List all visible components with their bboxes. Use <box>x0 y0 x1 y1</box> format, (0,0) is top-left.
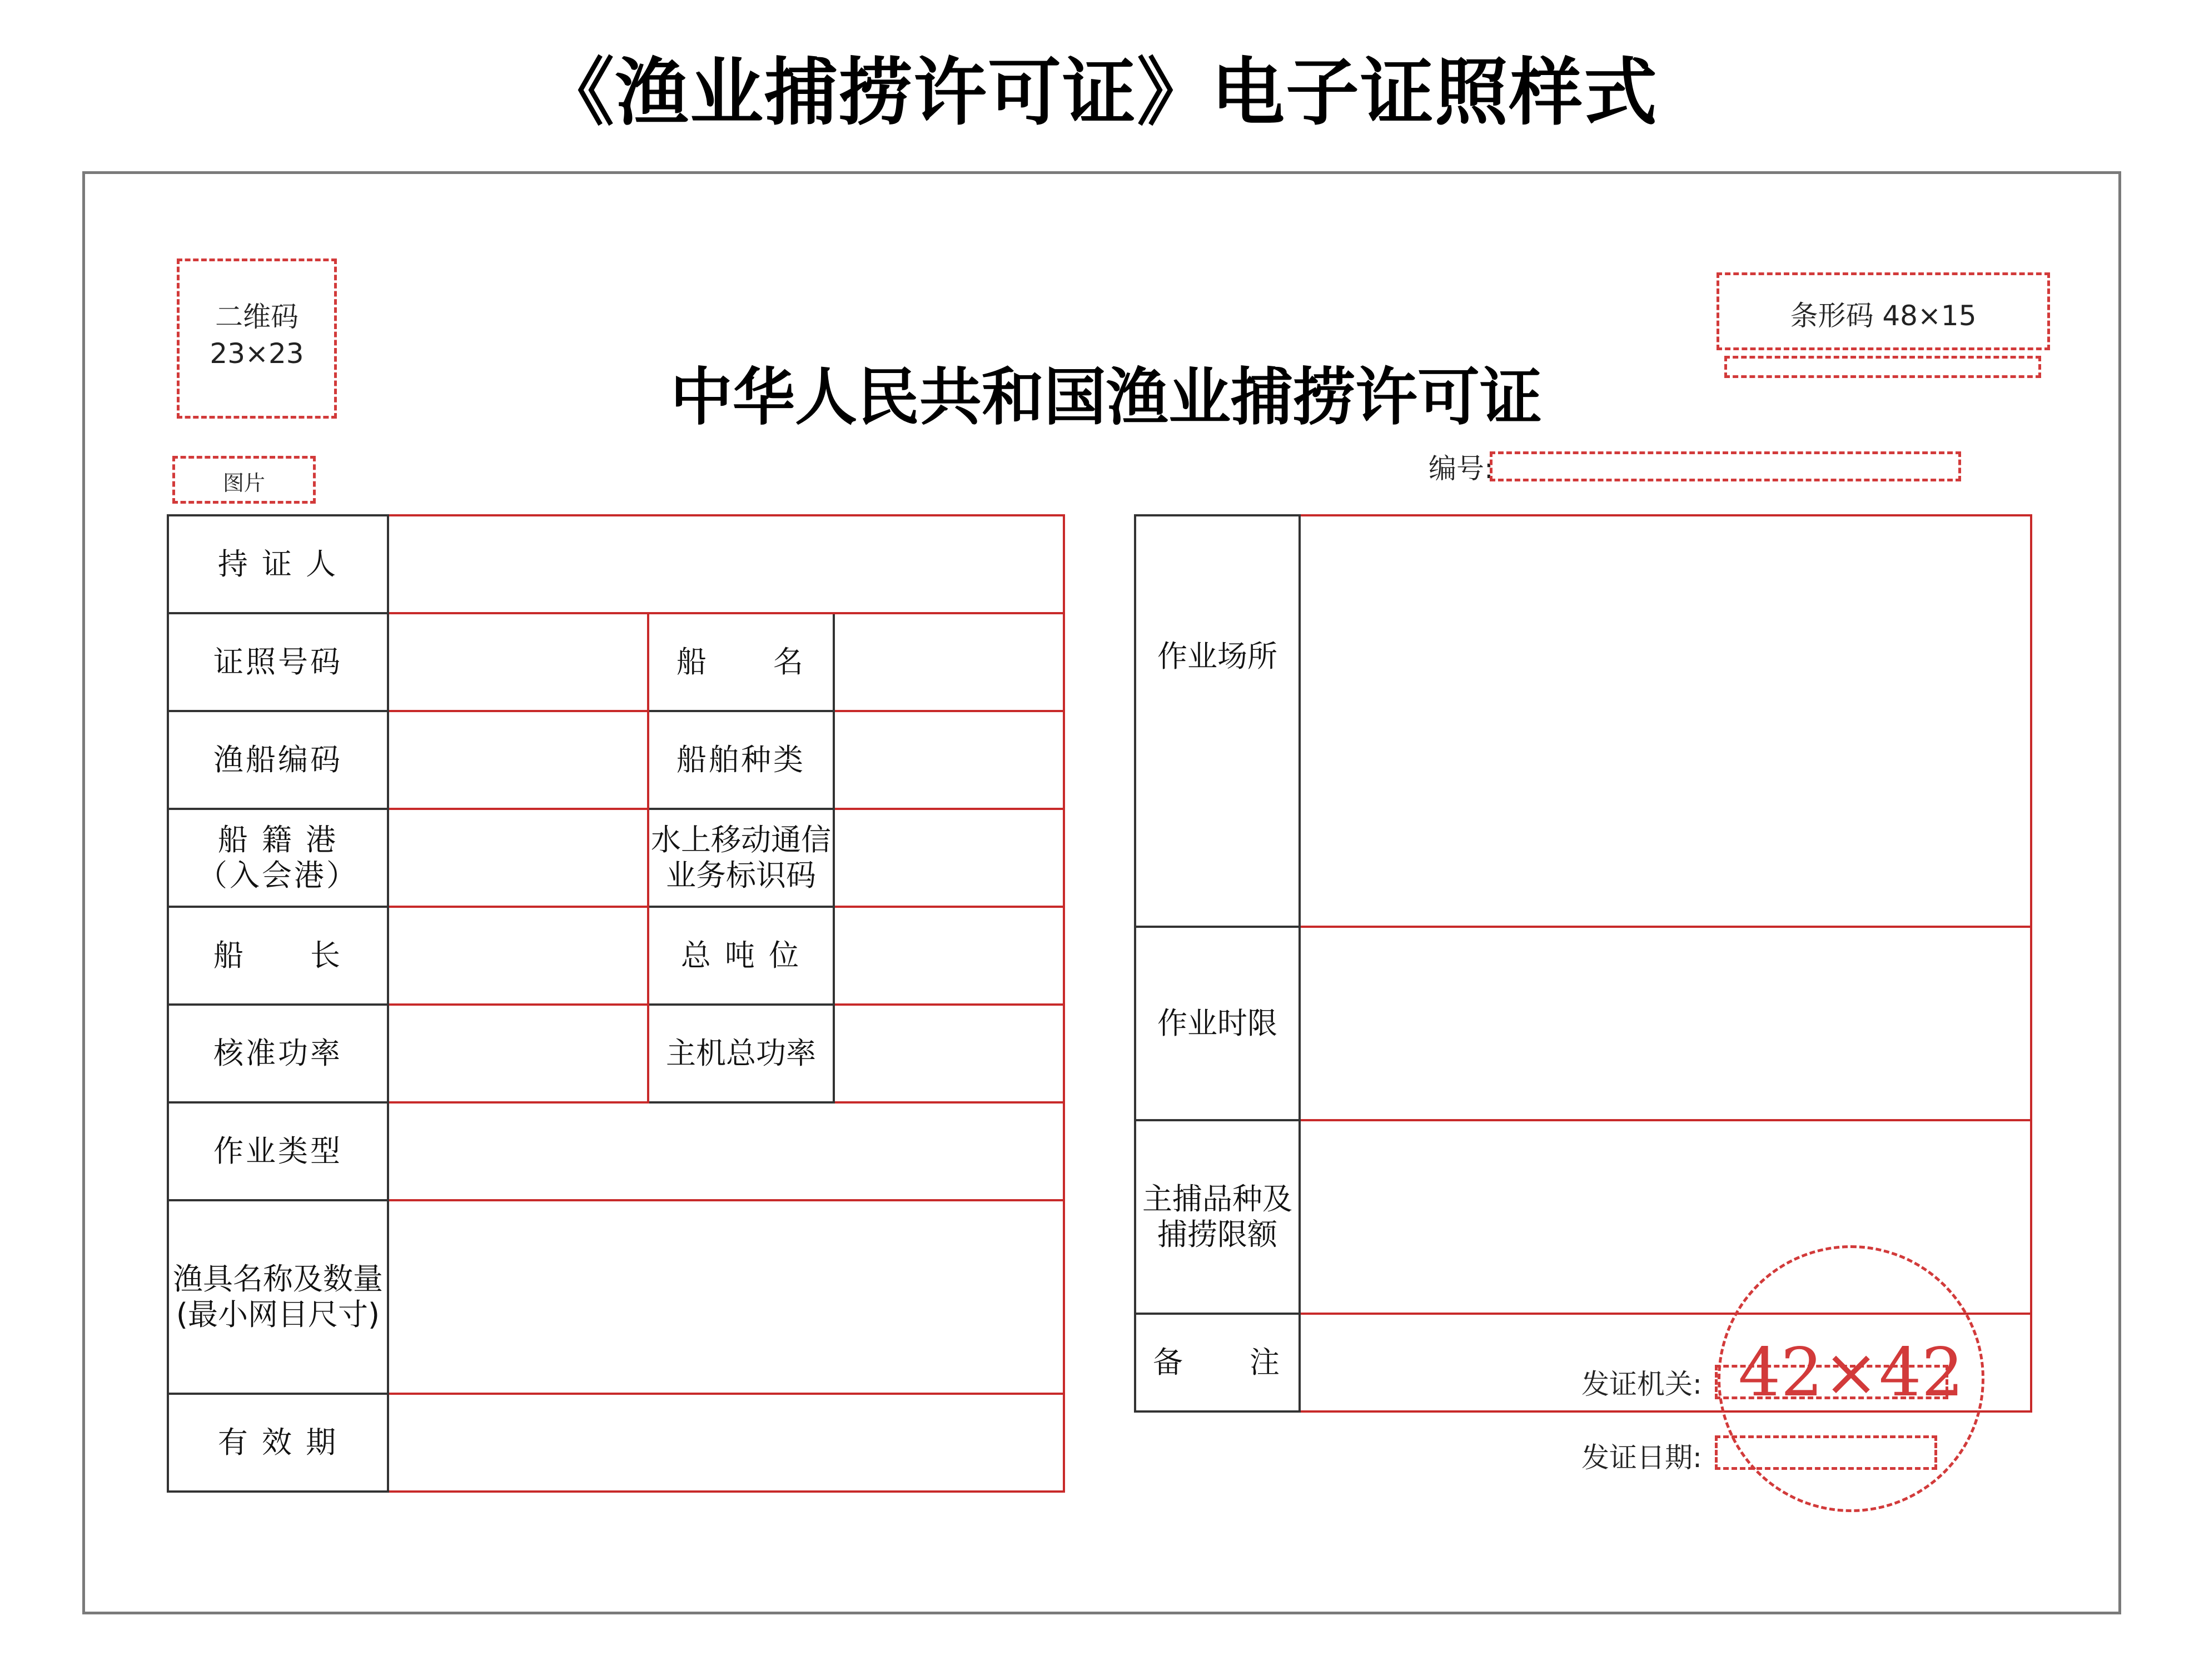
main-power-label: 主机总功率 <box>648 1005 834 1102</box>
holder-value <box>388 515 1064 613</box>
gear-text-2: (最小网目尺寸) <box>176 1297 380 1332</box>
table-row <box>168 1102 1064 1200</box>
tonnage-value <box>834 907 1064 1005</box>
qr-code-text: 二维码 <box>215 301 298 333</box>
species-text-2: 捕捞限额 <box>1157 1217 1277 1252</box>
mmsi-value <box>834 809 1064 907</box>
work-period-label: 作业时限 <box>1135 927 1300 1120</box>
work-type-value <box>388 1102 1064 1200</box>
rated-power-label: 核准功率 <box>168 1005 388 1102</box>
license-no-value <box>388 613 648 711</box>
photo-label: 图片 <box>222 471 265 495</box>
issuer-label: 发证机关: <box>1581 1368 1702 1400</box>
vessel-type-label: 船舶种类 <box>648 711 834 809</box>
length-label: 船 长 <box>168 907 388 1005</box>
mmsi-text-2: 业务标识码 <box>666 858 816 893</box>
vessel-code-value <box>388 711 648 809</box>
table-row <box>168 711 1064 809</box>
certificate-title: 中华人民共和国渔业捕捞许可证 <box>670 361 1542 434</box>
work-period-value <box>1300 927 2031 1120</box>
page-title: 《渔业捕捞许可证》电子证照样式 <box>541 49 1658 136</box>
species-quota-label <box>1135 1120 1300 1314</box>
main-power-value <box>834 1005 1064 1102</box>
work-area-value <box>1300 515 2031 927</box>
species-text-1: 主捕品种及 <box>1142 1181 1292 1216</box>
vessel-type-value <box>834 711 1064 809</box>
left-info-table <box>167 514 1065 1493</box>
home-port-subtext: （入会港） <box>197 858 359 893</box>
vessel-code-label: 渔船编码 <box>168 711 388 809</box>
gear-label <box>168 1200 388 1394</box>
holder-label: 持 证 人 <box>168 515 388 613</box>
qr-code-label <box>177 299 337 372</box>
seal-size-label: 42×42 <box>1738 1334 1964 1411</box>
gear-value <box>388 1200 1064 1394</box>
license-no-label: 证照号码 <box>168 613 388 711</box>
validity-label: 有 效 期 <box>168 1394 388 1492</box>
length-value <box>388 907 648 1005</box>
issue-date-label: 发证日期: <box>1581 1442 1702 1474</box>
table-row <box>1135 927 2031 1120</box>
table-row <box>168 1394 1064 1492</box>
remarks-label: 备 注 <box>1135 1314 1300 1411</box>
serial-field <box>1490 451 1961 481</box>
qr-code-size: 23×23 <box>210 337 304 370</box>
gear-text-1: 渔具名称及数量 <box>173 1261 383 1296</box>
table-row <box>168 1005 1064 1102</box>
table-row <box>168 515 1064 613</box>
serial-label: 编号: <box>1429 453 1494 485</box>
vessel-name-value <box>834 613 1064 711</box>
home-port-value <box>388 809 648 907</box>
table-row <box>168 1200 1064 1394</box>
work-type-label: 作业类型 <box>168 1102 388 1200</box>
mmsi-label <box>648 809 834 907</box>
rated-power-value <box>388 1005 648 1102</box>
validity-value <box>388 1394 1064 1492</box>
vessel-name-label: 船 名 <box>648 613 834 711</box>
home-port-label <box>168 809 388 907</box>
table-row <box>1135 515 2031 927</box>
tonnage-label: 总 吨 位 <box>648 907 834 1005</box>
work-area-label: 作业场所 <box>1135 515 1300 927</box>
table-row <box>168 613 1064 711</box>
home-port-text: 船 籍 港 <box>217 822 339 857</box>
barcode-label: 条形码 48×15 <box>1790 300 1977 332</box>
table-row <box>168 907 1064 1005</box>
table-row <box>168 809 1064 907</box>
barcode-placeholder-underline <box>1724 356 2041 378</box>
mmsi-text-1: 水上移动通信 <box>651 822 831 857</box>
